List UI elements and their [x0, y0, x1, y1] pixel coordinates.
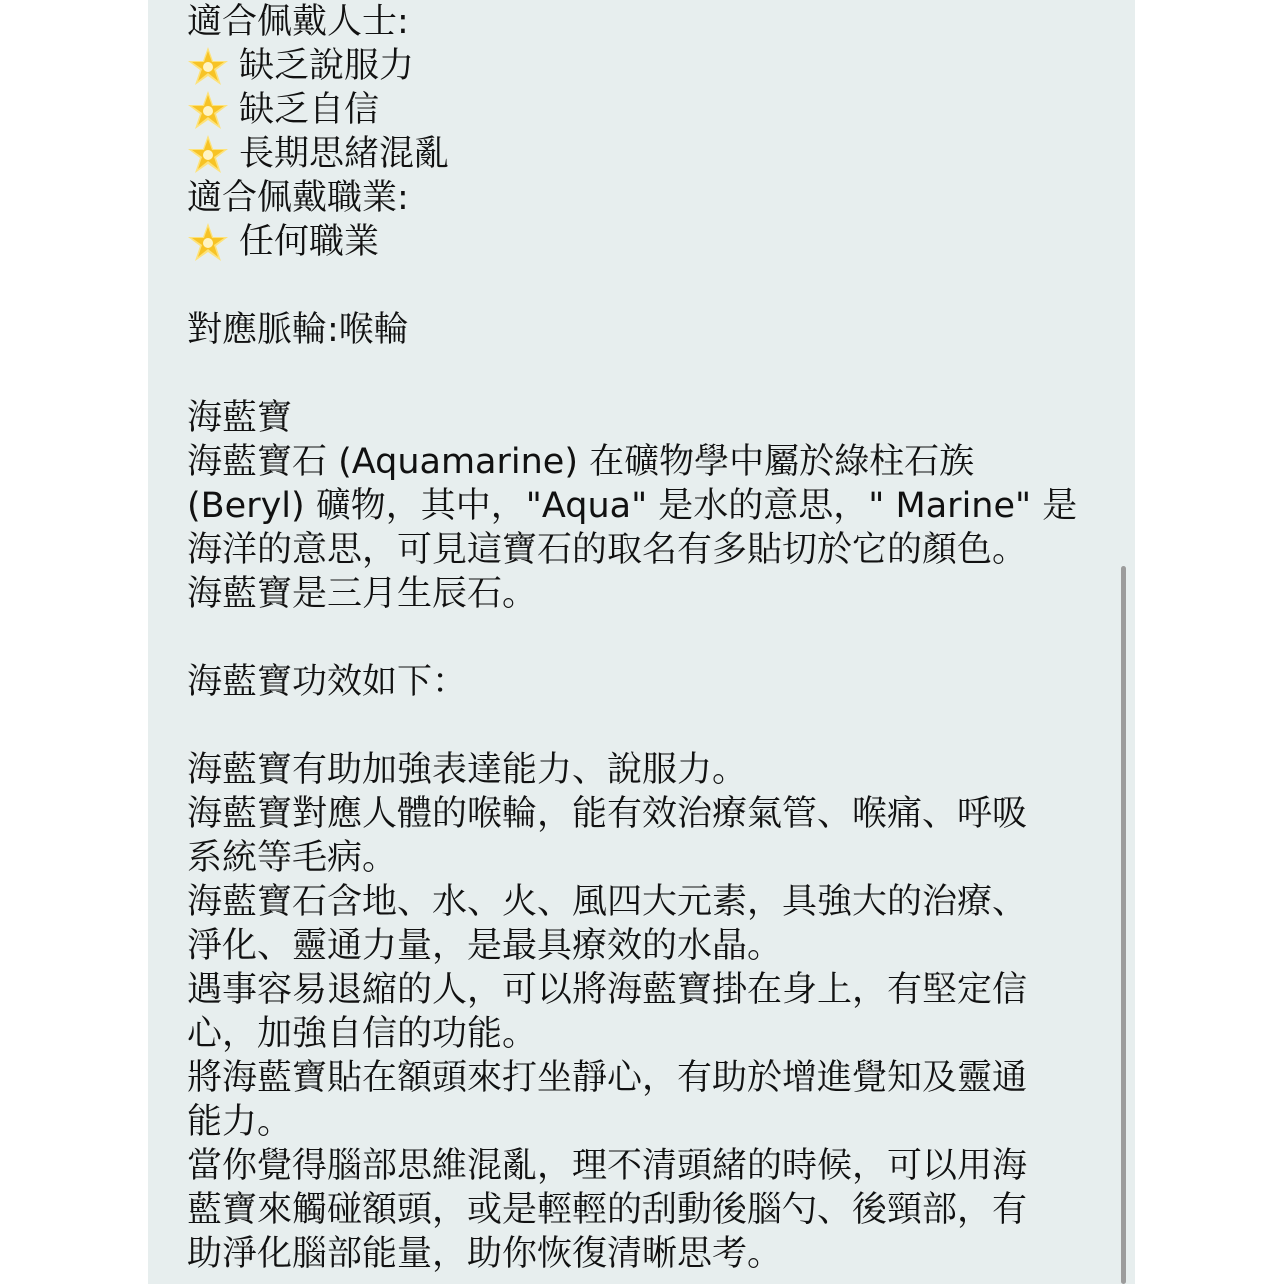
list-item-label: 缺乏說服力: [239, 46, 415, 86]
aquamarine-title: 海藍寶: [187, 398, 293, 438]
effects-line: 當你覺得腦部思維混亂，理不清頭緒的時候，可以用海: [187, 1146, 1028, 1186]
effects-line: 能力。: [187, 1102, 293, 1142]
blank-line: [187, 616, 1107, 660]
scrollbar-thumb[interactable]: [1121, 566, 1126, 1284]
glowing-star-icon: [187, 134, 229, 174]
list-item-label: 長期思緒混亂: [239, 134, 450, 174]
blank-line: [187, 352, 1107, 396]
list-item: [187, 88, 1107, 132]
glowing-star-icon: [187, 46, 229, 86]
intro-line: 海藍寶是三月生辰石。: [187, 574, 538, 614]
effects-line: 助淨化腦部能量，助你恢復清晰思考。: [187, 1234, 783, 1274]
message-panel: [148, 0, 1135, 1284]
section-heading-suitable-jobs: 適合佩戴職業:: [187, 178, 409, 218]
effects-line: 海藍寶對應人體的喉輪，能有效治療氣管、喉痛、呼吸: [187, 794, 1028, 834]
list-item: [187, 220, 1107, 264]
effects-line: 心，加強自信的功能。: [187, 1014, 538, 1054]
effects-line: 海藍寶有助加強表達能力、說服力。: [187, 750, 748, 790]
glowing-star-icon: [187, 222, 229, 262]
effects-line: 藍寶來觸碰額頭，或是輕輕的刮動後腦勺、後頸部，有: [187, 1190, 1028, 1230]
effects-line: 遇事容易退縮的人，可以將海藍寶掛在身上，有堅定信: [187, 970, 1028, 1010]
list-item: [187, 44, 1107, 88]
intro-line: (Beryl) 礦物，其中，"Aqua" 是水的意思，" Marine" 是: [187, 486, 1078, 526]
list-item: [187, 132, 1107, 176]
effects-line: 淨化、靈通力量，是最具療效的水晶。: [187, 926, 783, 966]
effects-heading: 海藍寶功效如下：: [187, 662, 468, 702]
intro-line: 海藍寶石 (Aquamarine) 在礦物學中屬於綠柱石族: [187, 442, 975, 482]
effects-line: 將海藍寶貼在額頭來打坐靜心，有助於增進覺知及靈通: [187, 1058, 1028, 1098]
blank-line: [187, 264, 1107, 308]
intro-line: 海洋的意思，可見這寶石的取名有多貼切於它的顏色。: [187, 530, 1028, 570]
effects-line: 系統等毛病。: [187, 838, 398, 878]
glowing-star-icon: [187, 90, 229, 130]
list-item-label: 任何職業: [239, 222, 380, 262]
vertical-scrollbar[interactable]: [1119, 0, 1129, 1284]
blank-line: [187, 704, 1107, 748]
effects-line: 海藍寶石含地、水、火、風四大元素，具強大的治療、: [187, 882, 1028, 922]
chakra-line: 對應脈輪:喉輪: [187, 310, 409, 350]
list-item-label: 缺乏自信: [239, 90, 380, 130]
section-heading-suitable-people: 適合佩戴人士:: [187, 2, 409, 42]
message-text: [187, 0, 1107, 1276]
